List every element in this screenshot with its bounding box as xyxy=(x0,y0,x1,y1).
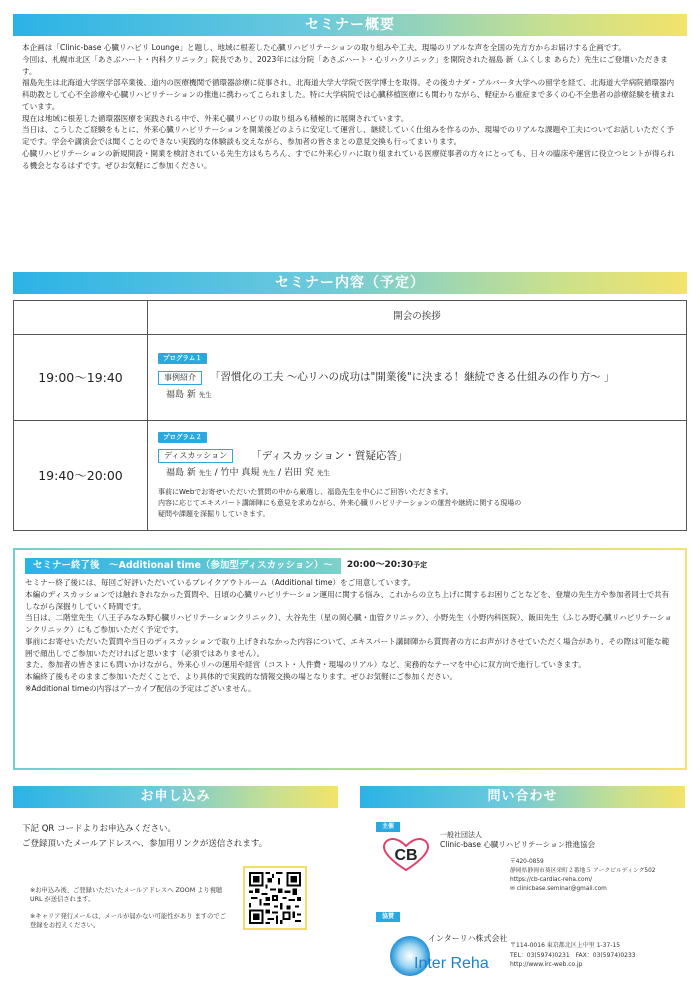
program-2 xyxy=(148,421,687,531)
time-cell-empty xyxy=(14,301,148,335)
speaker-suffix: 先生 xyxy=(316,468,330,477)
overview-paragraph: 本企画は「Clinic-base 心臓リハビリ Lounge」と題し、地域に根差した心臓リハビリテーションの取り組みや工夫、現場のリアルな声を全国の先方方からお届けする企画です。 xyxy=(22,43,626,52)
host-url-link[interactable]: https://cb-cardiac-reha.com/ xyxy=(510,876,593,883)
overview-paragraph: 現在は地域に根差した循環器医療を実践される中で、外来心臓リハビリの取り組みも積極的に展開されています。 xyxy=(22,113,409,123)
program-kind-tag: ディスカッション xyxy=(158,449,233,463)
overview-paragraph: 福島先生は北海道大学医学部卒業後、道内の医療機関で循環器診療に従事され、北海道大学大学院で医学博士を取得。その後カナダ・アルバータ大学への留学を経て、北海道大学病院循環器内科助教として心不全診療や心臓リハビリテーションの推進に携わってこられました。特に大学病院では心臓移植医療にも関わりながら、軽症から重症まで多くの心不全患者の診療経験を積まれています。 xyxy=(22,78,675,111)
note-line: 内容に応じてエキスパート講師陣にも意見を求めながら、外来心臓リハビリテーションの運営や継続に関する現場の xyxy=(158,499,522,507)
mail-icon: ✉ xyxy=(510,885,517,892)
overview-paragraph: 当日は、こうしたご経験をもとに、外来心臓リハビリテーションを開業後どのように安定して運営し、継続していく仕組みを作るのか、現場でのリアルな課題や工夫についてお話しいただく予定です。学会や講演会では聞くことのできない実践的な体験談も交えながら、参加者の皆さまとの意見交換も行ってまいります。 xyxy=(22,125,674,147)
speaker-separator: / xyxy=(214,467,221,478)
host-email-row xyxy=(510,885,655,894)
apply-note: ※キャリア発行メールは、メールが届かない可能性があり ますのでご登録をお控えください。 xyxy=(30,912,226,930)
speaker-name: 福島 新 xyxy=(166,467,196,478)
additional-time-range xyxy=(347,559,427,573)
overview-text xyxy=(22,42,678,171)
apply-line: 下記 QR コードよりお申込みください。 xyxy=(22,824,177,834)
apply-notes xyxy=(30,886,230,938)
cb-logo-text: CB xyxy=(394,847,418,864)
apply-note: ※お申込み後、ご登録いただいたメールアドレスへ ZOOM より視聴 URL が送信されます。 xyxy=(30,887,223,904)
apply-line: ご登録頂いたメールアドレスへ、参加用リンクが送信されます。 xyxy=(22,838,268,849)
host-tag: 主催 xyxy=(376,822,400,832)
additional-paragraph: 本編のディスカッションでは触れきれなかった質問や、日頃の心臓リハビリテーション運用に関する悩み、これからの立ち上げに関するお困りごとなどを、登壇の先生方や参加者同士で共有しながら深掘りしていく時間です。 xyxy=(25,589,670,611)
apply-heading: お申し込み xyxy=(13,786,338,808)
contact-heading: 問い合わせ xyxy=(360,786,685,808)
note-line: 事前にWebでお寄せいただいた質問の中から厳選し、福島先生を中心にご回答いただきます。 xyxy=(158,487,453,496)
speaker-name: 福島 新 xyxy=(166,389,196,400)
inter-reha-logo-text: Inter Reha xyxy=(414,955,489,972)
host-org-name: Clinic-base 心臓リハビリテーション推進協会 xyxy=(440,840,596,850)
speaker-suffix: 先生 xyxy=(262,468,276,477)
additional-time-suffix: 予定 xyxy=(413,561,428,570)
additional-time-value: 20:00〜20:30 xyxy=(346,560,414,571)
host-organization xyxy=(440,830,595,851)
program-tag: プログラム２ xyxy=(158,432,207,443)
overview-heading: セミナー概要 xyxy=(13,14,687,36)
additional-paragraph: 事前にお寄せいただいた質問や当日のディスカッションで取り上げきれなかった内容について、エキスパート講師陣から質問者の方にお声がけさせていただく場合があり、その際は可能な範囲で顔出しでご参加いただければと思います（必須ではありません）。 xyxy=(25,636,670,658)
program-speakers xyxy=(166,467,676,481)
speaker-name: 竹中 真規 xyxy=(220,467,260,478)
sponsor-phone: TEL：03(5974)0231 FAX：03(5974)0233 xyxy=(510,951,636,959)
program-title: 「習慣化の工夫 〜心リハの成功は"開業後"に決まる！継続できる仕組みの作り方〜 」 xyxy=(210,371,615,384)
program-time: 19:40〜20:00 xyxy=(14,421,148,531)
table-row xyxy=(14,421,687,531)
speaker-name: 岩田 究 xyxy=(284,467,314,478)
program-1 xyxy=(148,335,687,421)
overview-paragraph: 心臓リハビリテーションの新規開設・開業を検討されている先生方はもちろん、すでに外来心リハに取り組まれている医療従事者の方々にとっても、日々の臨床や運営に役立つヒントが得られる機会となるはずです。ぜひお気軽にご参加ください。 xyxy=(22,148,675,170)
table-row xyxy=(14,301,687,335)
speaker-suffix: 先生 xyxy=(198,468,212,477)
sponsor-address: 〒114-0016 東京都北区上中里 1-37-15 xyxy=(510,942,621,949)
overview-paragraph: 今回は、札幌市北区「あさぶハート・内科クリニック」院長であり、2023年には分院「あさぶハート・心リハクリニック」を開院された福島 新（ふくしま あらた）先生にご登壇いただきます。 xyxy=(22,54,668,76)
additional-paragraph: 本編終了後もそのままご参加いただくことで、より具体的で実践的な情報交換の場となります。ぜひお気軽にご参加ください。 xyxy=(25,672,458,682)
program-speaker xyxy=(166,389,676,403)
opening-remarks: 開会の挨拶 xyxy=(148,301,687,335)
host-email-link[interactable]: clinicbase.seminar@gmail.com xyxy=(516,885,607,892)
additional-time-box xyxy=(13,548,687,770)
inter-reha-logo-icon xyxy=(388,930,508,978)
cb-logo-icon xyxy=(382,838,430,872)
program-time: 19:00〜19:40 xyxy=(14,335,148,421)
registration-qr-code[interactable] xyxy=(243,866,307,930)
additional-time-label: セミナー終了後 〜Additional time（参加型ディスカッション）〜 xyxy=(25,558,341,574)
additional-paragraph: ※Additional timeの内容はアーカイブ配信の予定はございません。 xyxy=(25,683,256,693)
apply-instructions xyxy=(22,822,267,852)
additional-paragraph: また、参加者の皆さまにも問いかけながら、外来心リハの運用や経営（コスト・人件費・現場のリアル）など、実務的なテーマを中心に双方向で進行していきます。 xyxy=(25,660,586,670)
host-address: 静岡県静岡市葵区栄町２番地５ アークビルディング502 xyxy=(510,867,656,874)
sponsor-url-link[interactable]: http://www.irc-web.co.jp xyxy=(510,961,583,969)
sponsor-details xyxy=(510,941,636,970)
program-kind-tag: 事例紹介 xyxy=(158,371,202,385)
table-row xyxy=(14,335,687,421)
sponsor-tag: 協賛 xyxy=(376,912,400,922)
program-heading: セミナー内容（予定） xyxy=(13,272,687,294)
program-note xyxy=(158,487,676,521)
qr-code-icon xyxy=(249,872,301,924)
program-table xyxy=(13,300,687,531)
host-details xyxy=(510,858,655,894)
program-tag: プログラム１ xyxy=(158,353,207,364)
host-org-type: 一般社団法人 xyxy=(440,831,482,839)
sponsor-company: インターリハ株式会社 xyxy=(428,934,508,943)
program-title: 「ディスカッション・質疑応答」 xyxy=(251,449,408,462)
note-line: 疑問や課題を深掘りしていきます。 xyxy=(158,510,270,519)
host-zip: 〒420-0859 xyxy=(510,859,544,865)
additional-paragraph: セミナー終了後には、毎回ご好評いただいているブレイクアウトルーム（Additional time）をご用意しています。 xyxy=(25,578,416,587)
additional-paragraph: 当日は、二階堂先生（八王子みなみ野心臓リハビリテーションクリニック）、大谷先生（星の岡心臓・血管クリニック）、小野先生（小野内科医院）、飯田先生（ふじみ野心臓リハビリテーションクリニック）にもご参加いただく予定です。 xyxy=(25,613,672,635)
speaker-separator: / xyxy=(278,467,285,478)
speaker-suffix: 先生 xyxy=(198,390,212,399)
